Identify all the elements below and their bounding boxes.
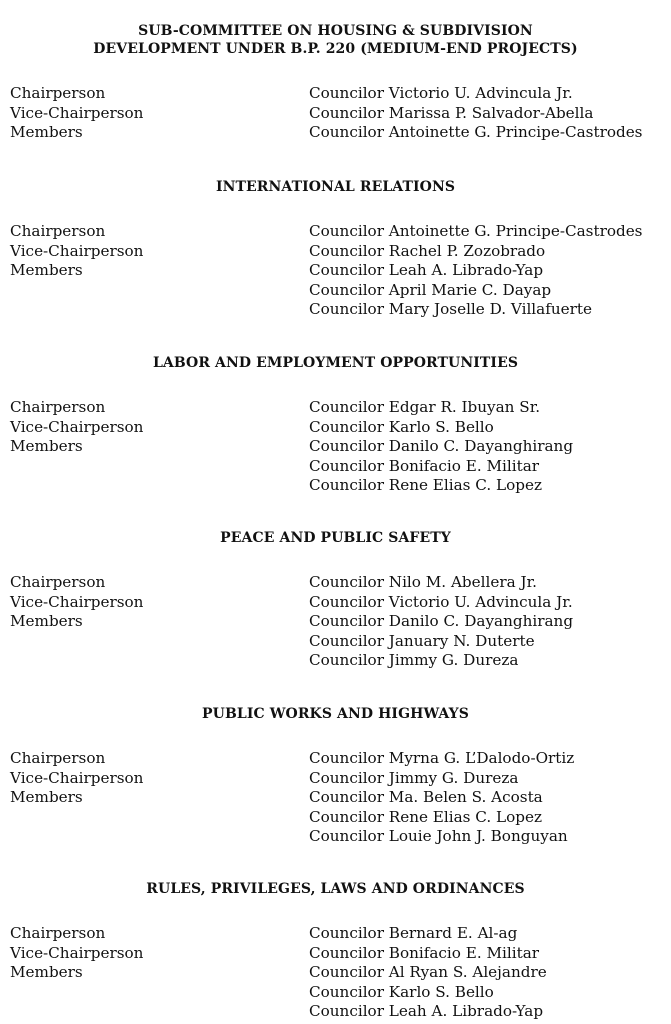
member-name: Councilor Victorio U. Advincula Jr. — [309, 84, 573, 102]
role-label: Members — [10, 612, 83, 630]
committee-section — [0, 178, 671, 318]
member-name: Councilor Rachel P. Zozobrado — [309, 241, 546, 260]
member-name: Councilor Mary Joselle D. Villafuerte — [309, 300, 592, 318]
committee-title-line: SUB-COMMITTEE ON HOUSING & SUBDIVISION — [138, 23, 533, 39]
role-column — [10, 924, 143, 983]
role-column — [10, 84, 143, 143]
committee-title-line: PUBLIC WORKS AND HIGHWAYS — [202, 706, 469, 722]
role-column — [10, 573, 143, 632]
role-label: Chairperson — [10, 222, 106, 240]
member-column — [309, 84, 642, 143]
role-label: Vice-Chairperson — [10, 943, 144, 962]
committee-title-line: LABOR AND EMPLOYMENT OPPORTUNITIES — [152, 355, 519, 371]
member-name: Councilor April Marie C. Dayap — [309, 280, 552, 299]
committee-section — [0, 705, 671, 845]
role-label: Vice-Chairperson — [10, 103, 144, 122]
member-column — [309, 924, 547, 1022]
member-name: Councilor Leah A. Librado-Yap — [309, 261, 544, 279]
role-label: Vice-Chairperson — [10, 768, 144, 787]
committee-title — [0, 705, 671, 723]
member-name: Councilor Bonifacio E. Militar — [309, 456, 540, 475]
member-name: Councilor Antoinette G. Principe-Castrodes — [309, 123, 643, 141]
role-label: Members — [10, 261, 83, 279]
member-name: Councilor Rene Elias C. Lopez — [309, 807, 542, 826]
member-column — [309, 749, 574, 847]
role-label: Members — [10, 437, 83, 455]
committee-title-line: PEACE AND PUBLIC SAFETY — [220, 530, 451, 546]
member-name: Councilor Bernard E. Al-ag — [309, 924, 518, 942]
member-name: Councilor Jimmy G. Dureza — [309, 651, 519, 669]
role-label: Members — [10, 123, 83, 141]
role-label: Chairperson — [10, 924, 106, 942]
member-name: Councilor Nilo M. Abellera Jr. — [309, 573, 537, 591]
member-name: Councilor Marissa P. Salvador-Abella — [309, 103, 594, 122]
member-column — [309, 222, 642, 320]
committee-title — [0, 880, 671, 898]
member-name: Councilor Karlo S. Bello — [309, 417, 494, 436]
member-name: Councilor Jimmy G. Dureza — [309, 768, 519, 787]
committee-title-line: INTERNATIONAL RELATIONS — [215, 179, 456, 195]
member-name: Councilor Danilo C. Dayanghirang — [309, 612, 574, 630]
member-column — [309, 573, 573, 671]
role-label: Members — [10, 788, 83, 806]
member-name: Councilor Louie John J. Bonguyan — [309, 827, 568, 845]
committee-title-line: RULES, PRIVILEGES, LAWS AND ORDINANCES — [146, 881, 525, 897]
member-name: Councilor Myrna G. L’Dalodo-Ortiz — [309, 749, 575, 767]
member-name: Councilor Ma. Belen S. Acosta — [309, 788, 543, 806]
member-name: Councilor January N. Duterte — [309, 631, 535, 650]
committee-section — [0, 880, 671, 1020]
member-name: Councilor Karlo S. Bello — [309, 982, 494, 1001]
member-name: Councilor Edgar R. Ibuyan Sr. — [309, 398, 541, 416]
committee-title — [0, 529, 671, 547]
role-label: Vice-Chairperson — [10, 241, 144, 260]
committee-title — [0, 178, 671, 196]
member-name: Councilor Victorio U. Advincula Jr. — [309, 592, 573, 611]
member-name: Councilor Danilo C. Dayanghirang — [309, 437, 574, 455]
member-name: Councilor Al Ryan S. Alejandre — [309, 963, 547, 981]
role-label: Chairperson — [10, 398, 106, 416]
member-column — [309, 398, 573, 496]
member-name: Councilor Leah A. Librado-Yap — [309, 1002, 544, 1020]
role-column — [10, 749, 143, 808]
committee-title — [0, 354, 671, 372]
member-name: Councilor Rene Elias C. Lopez — [309, 476, 542, 494]
role-label: Chairperson — [10, 749, 106, 767]
role-label: Vice-Chairperson — [10, 592, 144, 611]
role-label: Chairperson — [10, 84, 106, 102]
role-column — [10, 222, 143, 281]
committee-title-line: DEVELOPMENT UNDER B.P. 220 (MEDIUM-END PROJECTS) — [93, 41, 578, 57]
role-column — [10, 398, 143, 457]
role-label: Vice-Chairperson — [10, 417, 144, 436]
committee-section — [0, 529, 671, 669]
committee-section — [0, 354, 671, 494]
role-label: Members — [10, 963, 83, 981]
committee-section — [0, 22, 671, 141]
member-name: Councilor Antoinette G. Principe-Castrodes — [309, 222, 643, 240]
role-label: Chairperson — [10, 573, 106, 591]
member-name: Councilor Bonifacio E. Militar — [309, 943, 540, 962]
committee-title — [0, 22, 671, 58]
